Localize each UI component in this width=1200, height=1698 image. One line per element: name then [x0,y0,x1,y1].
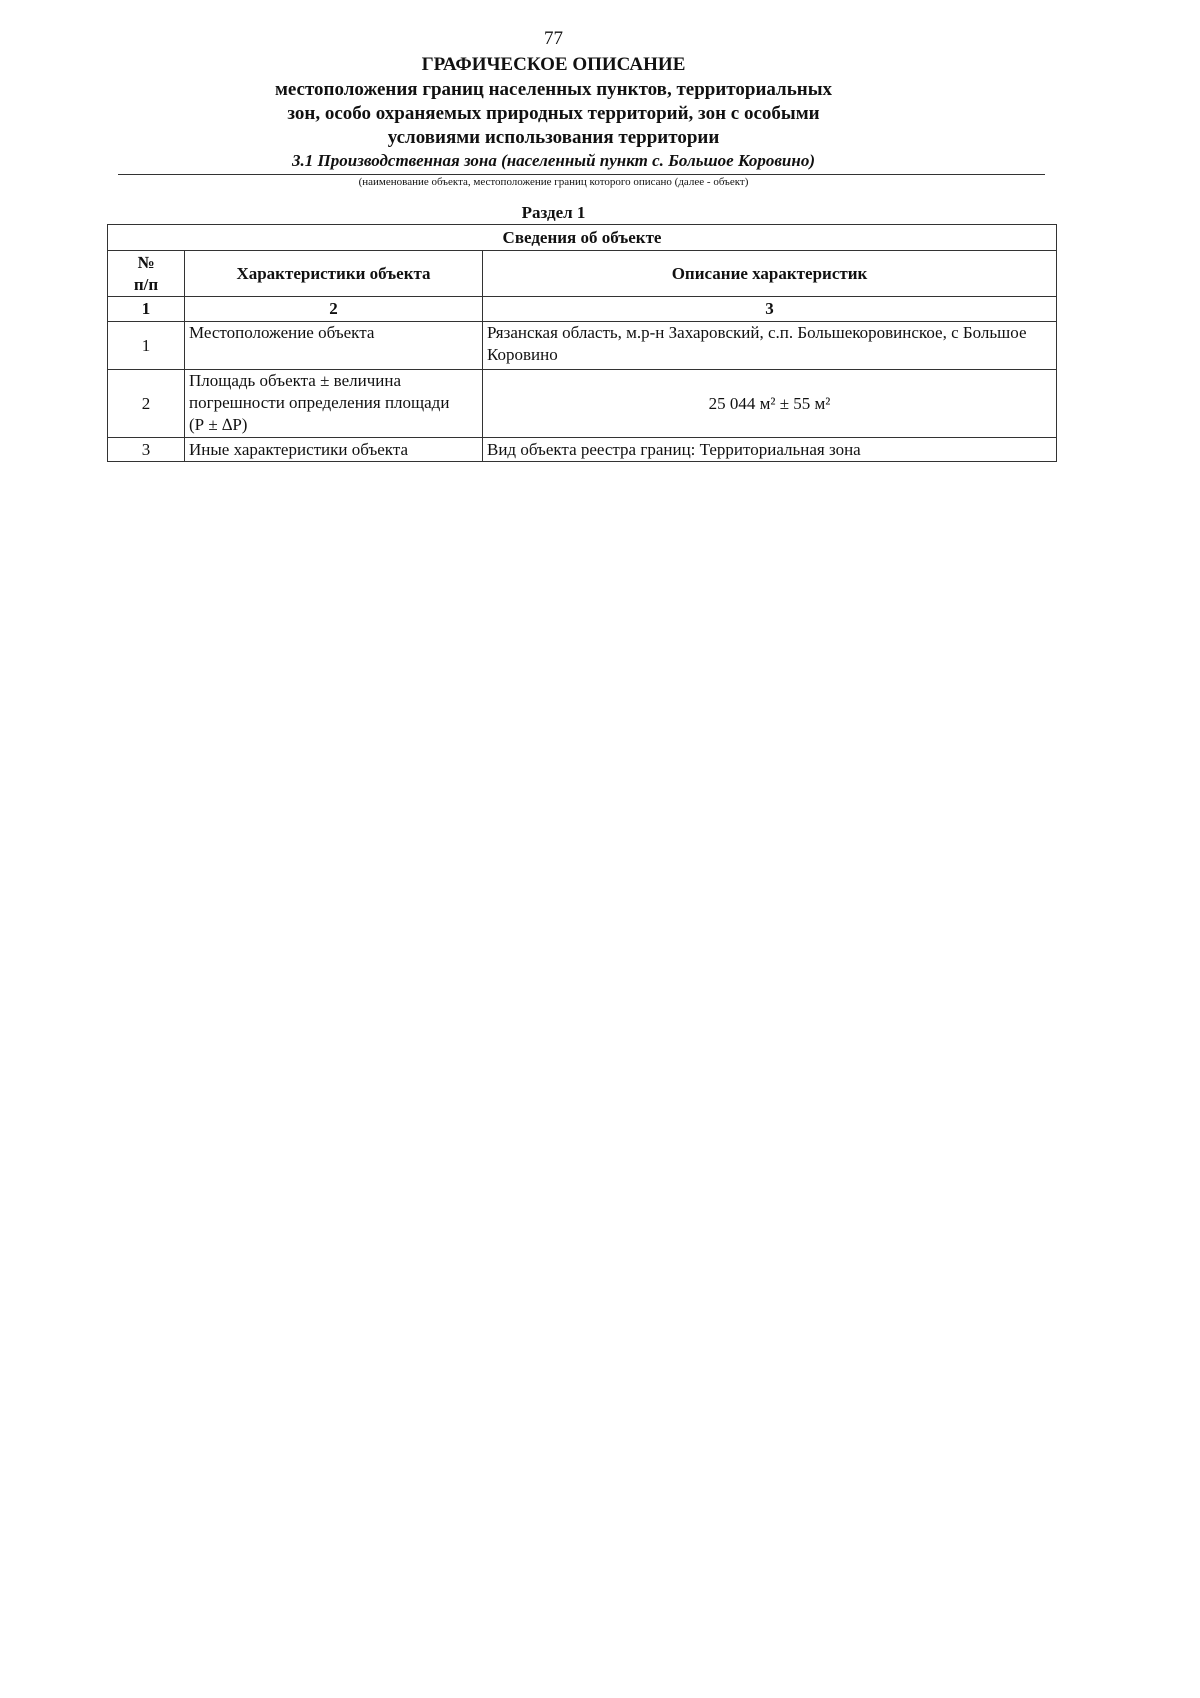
row-description: Вид объекта реестра границ: Территориальная зона [483,438,1057,462]
header-num-line: п/п [133,274,159,294]
header-characteristic: Характеристики объекта [185,251,483,297]
header-num [108,251,185,297]
subtitle-line: зон, особо охраняемых природных территорий, зон с особыми [287,103,820,124]
characteristic-line: Площадь объекта ± величина [189,371,402,390]
row-characteristic: Местоположение объекта [185,322,483,370]
object-name: 3.1 Производственная зона (населенный пункт с. Большое Коровино) [292,151,815,170]
object-name-caption: (наименование объекта, местоположение границ которого описано (далее - объект) [358,176,749,188]
column-number: 2 [185,297,483,322]
page-number: 77 [544,28,563,49]
table-row [108,322,1057,370]
row-number: 2 [108,370,185,438]
header-description: Описание характеристик [483,251,1057,297]
object-name-underline [118,174,1045,175]
table-header-row [108,251,1057,297]
document-subtitle [0,78,1107,150]
document-title: ГРАФИЧЕСКОЕ ОПИСАНИЕ [421,54,686,75]
row-description: 25 044 м² ± 55 м² [483,370,1057,438]
column-number: 3 [483,297,1057,322]
row-number: 1 [108,322,185,370]
table-row [108,438,1057,462]
column-number-row [108,297,1057,322]
table-title-row [108,225,1057,251]
object-info-table [107,224,1057,462]
subtitle-line: условиями использования территории [387,127,720,148]
header-num-line: № [137,252,155,272]
row-description: Рязанская область, м.р-н Захаровский, с.п. Большекоровинское, с Большое Коровино [483,322,1057,370]
row-number: 3 [108,438,185,462]
section-title: Раздел 1 [521,203,586,222]
subtitle-line: местоположения границ населенных пунктов, территориальных [274,79,833,100]
table-title: Сведения об объекте [108,225,1057,251]
characteristic-line: (Р ± ∆Р) [189,415,248,434]
row-characteristic [185,370,483,438]
characteristic-line: погрешности определения площади [189,393,450,412]
row-characteristic: Иные характеристики объекта [185,438,483,462]
column-number: 1 [108,297,185,322]
table-row [108,370,1057,438]
